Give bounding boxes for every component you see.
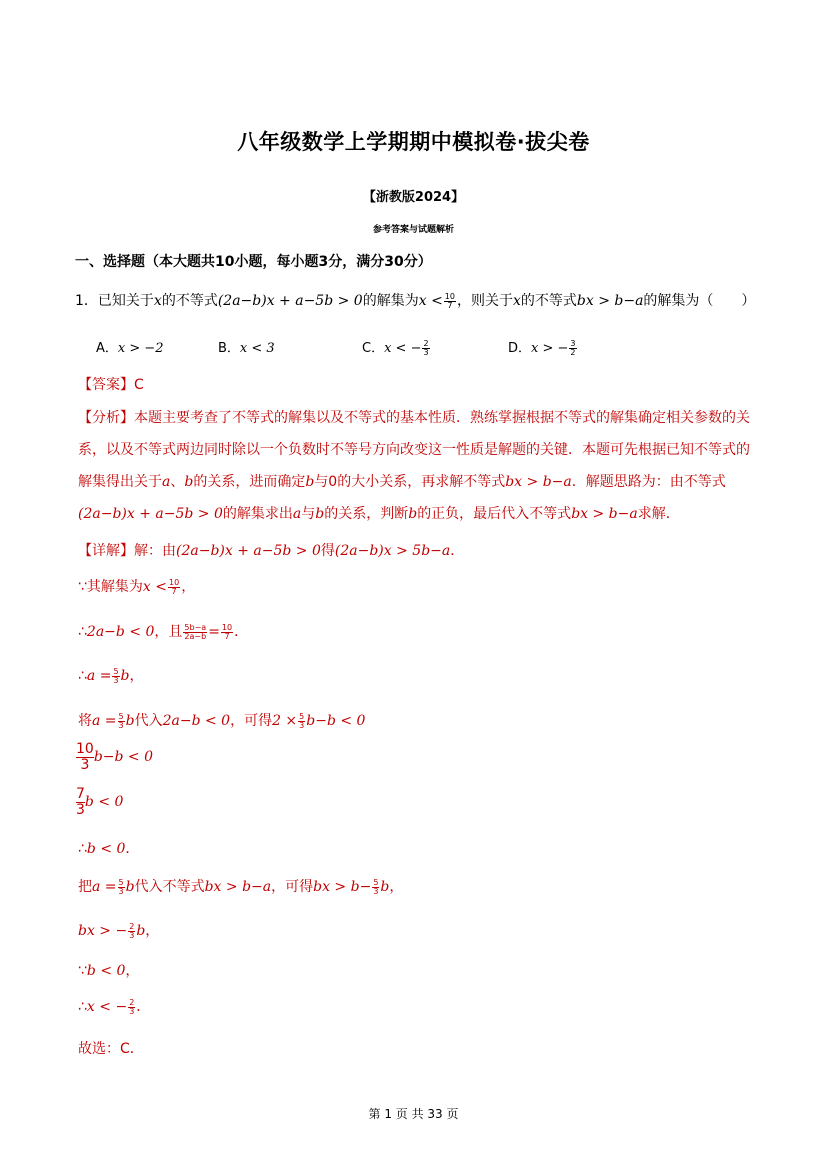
step-text: ， (181, 579, 196, 595)
fraction: $\frac{2}{3}$ (423, 339, 429, 357)
math-expr: a = (92, 713, 117, 729)
math-expr: 2 × (272, 713, 298, 729)
analysis-text: 的解集求出 (222, 506, 293, 522)
analysis-text: 的正负，最后代入不等式 (417, 506, 572, 522)
fraction: $\frac{5}{3}$ (118, 877, 124, 896)
fraction: $\frac{5}{3}$ (118, 711, 124, 730)
option-expr: x > − (531, 341, 569, 356)
math-var: b (120, 668, 130, 684)
analysis-text: 、 (170, 474, 185, 490)
math-expr: x < − (86, 999, 128, 1015)
answer-value: C (134, 377, 144, 393)
math-expr: (2a−b)x > 5b−a (334, 543, 451, 559)
stem-text: ，则关于 (456, 293, 513, 309)
stem-text: 的解集为（ ） (643, 293, 756, 309)
option-d[interactable] (508, 337, 578, 357)
math-expr: b−b < 0 (93, 749, 154, 766)
math-var: a (162, 474, 171, 490)
option-expr: x < 3 (239, 341, 275, 356)
math-var: b (125, 879, 135, 895)
page-number: 第 1 页 共 33 页 (368, 1107, 459, 1121)
solution-step-6 (76, 787, 123, 817)
math-expr: b < 0 (86, 841, 126, 857)
math-expr: x < (418, 293, 443, 309)
detail-text: ． (450, 543, 465, 559)
math-var: b (315, 506, 325, 522)
step-text: ∵其解集为 (78, 579, 143, 595)
fraction: $\frac{10}{7}$ (221, 622, 233, 641)
solution-step-11 (78, 996, 150, 1016)
option-label: B． (218, 341, 240, 356)
document-title: 八年级数学上学期期中模拟卷·拔尖卷 (237, 130, 590, 154)
step-text: 代入 (134, 713, 163, 729)
math-var: b (184, 474, 194, 490)
fraction: $\frac{10}{3}$ (76, 741, 94, 773)
answer-line (78, 374, 144, 394)
math-var: x (153, 293, 162, 309)
step-text: ． (136, 999, 151, 1015)
fraction: $\frac{10}{7}$ (169, 577, 180, 596)
math-expr: b < 0 (86, 963, 126, 979)
math-expr: = (208, 624, 220, 640)
analysis-text: ．解题思路为：由不等式 (571, 474, 726, 490)
step-text: ． (125, 841, 140, 857)
solution-step-3 (78, 665, 144, 685)
detail-line (78, 540, 464, 560)
solution-step-8 (78, 876, 403, 896)
stem-text: 的解集为 (362, 293, 419, 309)
math-expr: a = (92, 879, 117, 895)
math-expr: 2a−b < 0 (86, 624, 155, 640)
fraction: $\frac{2}{3}$ (129, 921, 135, 940)
math-var: b (305, 474, 315, 490)
step-text: ， (145, 923, 160, 939)
fraction: $\frac{10}{7}$ (444, 291, 455, 310)
analysis-text: 本题主要考查了不等式的解集以及不等式的基本性质．熟练掌握根据不等式的解集确定相关参数的关系，以及不等式两边同时除以一个负数时不等号方向改变这一性质是解题的关键．本题可先根据已知不等式的解集得出关于 (78, 410, 750, 490)
detail-text: 得 (320, 543, 335, 559)
option-label: D． (508, 341, 532, 356)
fraction: $\frac{5}{3}$ (113, 666, 119, 685)
step-text: ∴ (78, 841, 87, 857)
math-expr: bx > b−a (204, 879, 272, 895)
math-expr: 2a−b < 0 (162, 713, 231, 729)
edition-label: 【浙教版2024】 (362, 190, 465, 205)
answer-label: 【答案】 (78, 377, 134, 393)
math-var: b (408, 506, 418, 522)
fraction: $\frac{3}{2}$ (570, 339, 576, 357)
step-text: ， (129, 668, 144, 684)
option-b[interactable] (218, 337, 275, 356)
step-text: ． (234, 624, 249, 640)
math-expr: x < (142, 579, 167, 595)
solution-step-10 (78, 960, 139, 980)
math-expr: bx > b−a (505, 474, 572, 490)
solution-step-5 (76, 742, 153, 772)
step-text: ，可得 (271, 879, 314, 895)
detail-label: 【详解】 (78, 543, 134, 559)
question-number: 1． (75, 293, 98, 309)
step-text: ∴ (78, 668, 87, 684)
math-var: b (136, 923, 146, 939)
stem-text: 的不等式 (161, 293, 218, 309)
fraction: $\frac{5}{3}$ (373, 877, 379, 896)
step-text: ∵ (78, 963, 87, 979)
step-text: ，可得 (230, 713, 273, 729)
question-stem (75, 290, 755, 310)
fraction: $\frac{7}{3}$ (76, 786, 85, 818)
analysis-text: 的关系，判断 (324, 506, 409, 522)
math-expr: bx > − (78, 923, 128, 939)
step-text: ，且 (154, 624, 183, 640)
section-heading: 一、选择题（本大题共10小题，每小题3分，满分30分） (75, 254, 432, 270)
solution-step-1 (78, 576, 195, 596)
option-label: C． (362, 341, 385, 356)
analysis-text: 与 (301, 506, 316, 522)
math-expr: b < 0 (84, 794, 124, 811)
analysis-paragraph (78, 402, 750, 530)
step-text: 把 (78, 879, 92, 895)
analysis-text: 的关系，进而确定 (193, 474, 306, 490)
math-expr: (2a−b)x + a−5b > 0 (217, 293, 363, 309)
option-c[interactable] (362, 337, 431, 357)
math-var: b (380, 879, 390, 895)
fraction: $\frac{5}{3}$ (299, 711, 305, 730)
detail-text: 解：由 (134, 543, 176, 559)
step-text: ， (125, 963, 140, 979)
stem-text: 已知关于 (97, 293, 154, 309)
solution-step-9 (78, 920, 159, 940)
conclusion-line: 故选：C． (78, 1041, 144, 1057)
solution-step-4 (78, 710, 365, 730)
math-expr: a = (86, 668, 112, 684)
step-text: ， (389, 879, 404, 895)
fraction: $\frac{2}{3}$ (129, 997, 135, 1016)
stem-text: 的不等式 (520, 293, 577, 309)
analysis-label: 【分析】 (78, 410, 134, 426)
math-expr: bx > b− (313, 879, 372, 895)
solution-step-7 (78, 838, 139, 858)
option-expr: x < − (384, 341, 422, 356)
math-var: a (292, 506, 302, 522)
step-text: ∴ (78, 624, 87, 640)
math-expr: (2a−b)x + a−5b > 0 (78, 506, 223, 522)
step-text: 将 (78, 713, 92, 729)
option-expr: x > −2 (117, 341, 164, 356)
math-var: x (512, 293, 521, 309)
math-expr: (2a−b)x + a−5b > 0 (176, 543, 321, 559)
solution-step-2 (78, 621, 248, 641)
analysis-text: 求解． (637, 506, 680, 522)
math-expr: bx > b−a (571, 506, 638, 522)
math-expr: b−b < 0 (306, 713, 366, 729)
option-a[interactable] (96, 337, 164, 356)
answer-key-label: 参考答案与试题解析 (372, 225, 454, 235)
analysis-text: 与0的大小关系，再求解不等式 (314, 474, 506, 490)
fraction: $\frac{5b-a}{2a-b}$ (184, 622, 207, 641)
option-label: A． (96, 341, 118, 356)
math-var: b (125, 713, 135, 729)
step-text: 代入不等式 (134, 879, 205, 895)
step-text: ∴ (78, 999, 87, 1015)
math-expr: bx > b−a (576, 293, 644, 309)
